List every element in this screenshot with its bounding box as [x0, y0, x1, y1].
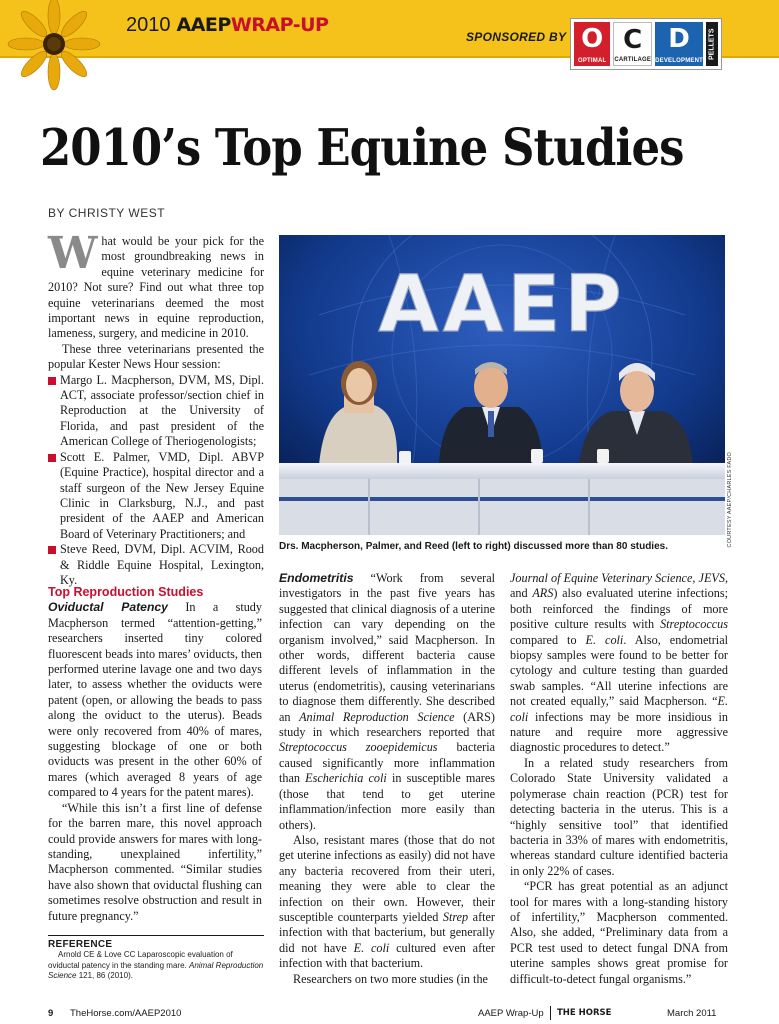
bullet-icon	[48, 454, 56, 462]
intro-paragraph-2: These three veterinarians presented the popular Kester News Hour session:	[48, 341, 264, 372]
reference-heading: REFERENCE	[48, 939, 113, 950]
sunflower-icon	[4, 0, 104, 94]
header-wrapup: WRAP-UP	[230, 14, 329, 36]
paragraph: Oviductal Patency In a study Macpherson termed “attention-getting,” researchers inserted tiny colored fluorescent beads into mares’ oviducts, then performed uterine lavage one and two days later, to assess whether the oviducts were patent (open, or allowing the beads to pass along the oviduct to the uterus). Beads were only recovered from 40% of mares, suggesting blockage of one or both oviducts was present in the other 60% of mares (which averaged 8 years of age compared to 4 years for the patent mares).	[48, 600, 262, 800]
presenter-list	[48, 373, 264, 589]
sponsor-logo[interactable]	[570, 18, 722, 70]
paragraph: Also, resistant mares (those that do not get uterine infections as easily) did not have any bacteria recovered from their uteri, meaning they were able to clear the infection on their own. However, their susceptible counterparts yielded Strep after infection with that bacterium, but generally did not have E. coli cultured even after infection with that bacterium.	[279, 832, 495, 971]
sponsored-by-label: SPONSORED BY	[466, 30, 567, 44]
header-year: 2010	[126, 14, 171, 36]
list-item: Scott E. Palmer, VMD, Dipl. ABVP (Equine Practice), hospital director and a staff surgeon of the New Jersey Equine Clinic in Clarksburg, N.J., and past president of the AAEP and American Board of Veterinary Practitioners; and	[48, 450, 264, 542]
footer-magazine: THE HORSE	[557, 1008, 612, 1018]
sponsor-logo-d: D DEVELOPMENT	[655, 24, 703, 64]
paragraph: Researchers on two more studies (in the	[293, 971, 488, 986]
column-endometritis	[279, 571, 495, 987]
footer-publication: AAEP Wrap-Up	[478, 1008, 544, 1019]
photo-sign-text: AAEP	[378, 260, 626, 350]
subhead-endometritis: Endometritis	[279, 571, 354, 585]
panel-photo-illustration	[279, 235, 725, 535]
byline: BY CHRISTY WEST	[48, 206, 166, 220]
intro-column	[48, 228, 264, 588]
bullet-icon	[48, 546, 56, 554]
section-heading: Top Reproduction Studies	[48, 585, 204, 599]
intro-paragraph: What would be your pick for the most groundbreaking news in equine veterinary medicine for 2010? Not sure? Find out what three top equine veterinarians deemed the most important news in equine reproduction, lameness, surgery, and medicine in 2010.	[48, 228, 264, 341]
sponsor-logo-side: PELLETS	[706, 22, 718, 66]
photo-caption: Drs. Macpherson, Palmer, and Reed (left to right) discussed more than 80 studies.	[279, 541, 668, 552]
list-item: Steve Reed, DVM, Dipl. ACVIM, Rood & Riddle Equine Hospital, Lexington, Ky.	[48, 542, 264, 588]
reference-box	[48, 935, 264, 982]
paragraph: In a related study researchers from Colorado State University validated a polymerase chain reaction (PCR) test for detecting bacteria in the uterus. This is a “highly sensitive tool” that identified bacteria in 33% of mares with endometritis, whereas standard culture identified bacteria in only 22% of cases.	[510, 755, 728, 878]
header-title	[126, 14, 328, 37]
footer-divider	[550, 1006, 551, 1020]
page-number: 9	[48, 1008, 54, 1019]
sponsor-logo-c: C CARTILAGE	[613, 22, 652, 66]
subhead-oviductal: Oviductal Patency	[48, 600, 168, 615]
reference-text: Arnold CE & Love CC Laparoscopic evaluation of oviductal patency in the standing mare. Animal Reproduction Science 121, 86 (2010).	[48, 950, 264, 980]
list-item: Margo L. Macpherson, DVM, MS, Dipl. ACT, associate professor/section chief in Reproduction at the University of Florida, and past president of the American College of Theriogenologists;	[48, 373, 264, 450]
footer-date: March 2011	[667, 1008, 717, 1019]
paragraph: Journal of Equine Veterinary Science, JEVS, and ARS) also evaluated uterine infections; both reinforced the findings of more positive culture results with Streptococcus compared to E. coli. Also, endometrial biopsy samples were found to be better for cytology and culture testing than guarded swab samples. “All uterine infections are not created equally,” said Macpherson. “E. coli infections may be more insidious in nature and require more aggressive diagnostic procedures to detect.”	[510, 571, 728, 755]
article-photo	[279, 235, 725, 535]
bullet-icon	[48, 377, 56, 385]
paragraph: “While this isn’t a first line of defense for the barren mare, this novel approach could provide answers for mares with long-standing, unexplained infertility,” Macpherson commented. “Similar studies have also shown that oviductal flushing can sometimes resolve obstruction and result in future pregnancy.”	[48, 800, 262, 923]
sponsor-logo-o: O OPTIMAL	[574, 22, 610, 66]
paragraph: Endometritis “Work from several investigators in the past five years has suggested that clinical diagnosis of a uterine infection can vary depending on the organism involved,” said Macpherson. In other words, different bacteria cause different levels of inflammation in the uterus (endometritis), causing veterinarians to diagnose them differently. She described an Animal Reproduction Science (ARS) study in which researchers reported that Streptococcus zooepidemicus bacteria caused significantly more inflammation than Escherichia coli in susceptible mares (those that tend to get uterine inflammation/infection more easily than others).	[279, 571, 496, 832]
header-aaep: AAEP	[176, 14, 231, 36]
footer-url[interactable]: TheHorse.com/AAEP2010	[70, 1008, 182, 1019]
page-footer	[0, 1006, 779, 1024]
column-oviductal	[48, 585, 262, 924]
article-title: 2010’s Top Equine Studies	[40, 118, 684, 178]
paragraph: “PCR has great potential as an adjunct tool for mares with a long-standing history of infertility,” Macpherson commented. Also, she added, “Preliminary data from a PCR test used to detect fungal DNA from uterine samples shows great promise for difficult-to-detect fungal organisms.”	[510, 879, 728, 986]
header-banner	[0, 0, 779, 64]
photo-credit: COURTESY AAEP/CHARLES FADO	[727, 452, 733, 548]
drop-cap: W	[48, 228, 98, 279]
column-pcr	[510, 571, 728, 987]
